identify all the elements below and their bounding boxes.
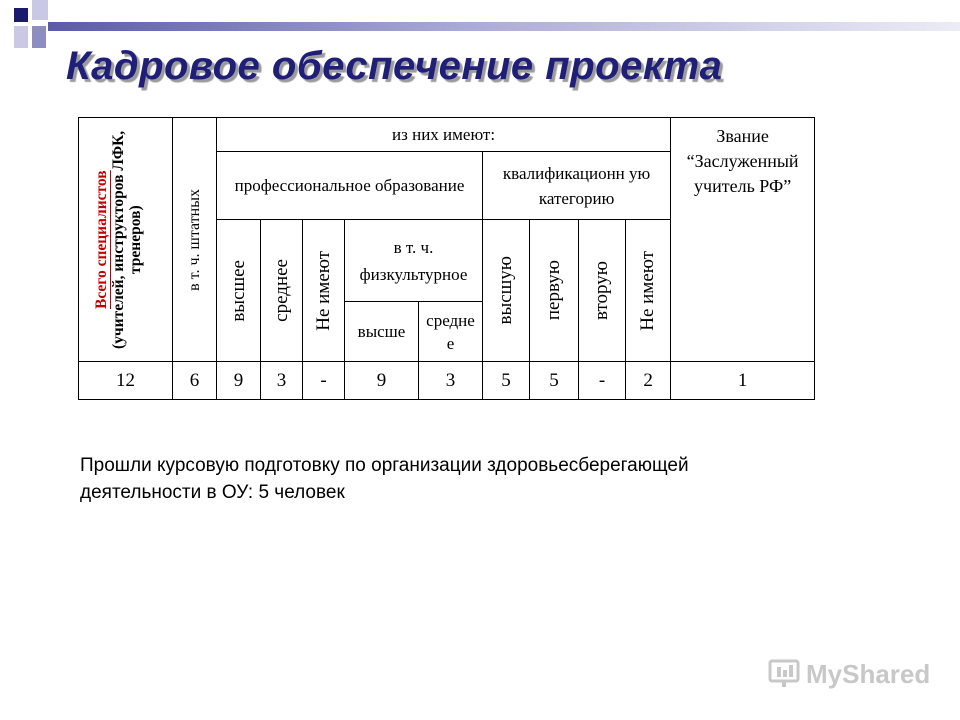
total-specialists-sublabel: (учителей, инструкторов ЛФК, тренеров) xyxy=(109,130,144,349)
header-staff xyxy=(173,118,217,362)
decor-square-mid xyxy=(32,26,46,48)
none-education-label: Не имеют xyxy=(312,250,334,331)
header-none-education xyxy=(303,220,345,362)
header-qualification-category: квалификационн ую категорию xyxy=(483,152,671,220)
course-note: Прошли курсовую подготовку по организации здоровьесберегающей деятельности в ОУ: 5 человек xyxy=(80,455,689,503)
table-cell: 3 xyxy=(261,362,303,400)
header-honored-teacher: Звание “Заслуженный учитель РФ” xyxy=(671,118,815,362)
header-first xyxy=(530,220,579,362)
table-cell: - xyxy=(303,362,345,400)
header-highest xyxy=(483,220,530,362)
logo-text: MyShared xyxy=(806,658,931,689)
table-row xyxy=(79,362,815,400)
table-cell: 5 xyxy=(530,362,579,400)
table-cell: - xyxy=(579,362,626,400)
first-label: первую xyxy=(543,260,564,321)
table-cell: 9 xyxy=(345,362,419,400)
decor-square-light xyxy=(32,0,48,20)
header-pe-secondary: средне е xyxy=(419,302,483,362)
presentation-icon xyxy=(768,659,800,689)
slide-title: Кадровое обеспечение проекта xyxy=(66,44,723,88)
header-total-specialists xyxy=(79,118,173,362)
staff-label: в т. ч. штатных xyxy=(185,188,203,291)
header-second xyxy=(579,220,626,362)
header-none-category xyxy=(626,220,671,362)
table-cell: 2 xyxy=(626,362,671,400)
decor-square-light xyxy=(14,26,28,48)
watermark-logo xyxy=(768,656,930,692)
top-rule xyxy=(48,22,960,31)
table-cell: 3 xyxy=(419,362,483,400)
none-category-label: Не имеют xyxy=(637,250,659,331)
table-cell: 9 xyxy=(217,362,261,400)
highest-label: высшую xyxy=(495,256,516,325)
table-cell: 12 xyxy=(79,362,173,400)
header-higher xyxy=(217,220,261,362)
table-cell: 5 xyxy=(483,362,530,400)
staffing-table xyxy=(78,117,815,400)
header-of-them-have: из них имеют: xyxy=(217,118,671,152)
secondary-label: среднее xyxy=(270,259,292,322)
second-label: вторую xyxy=(591,261,612,320)
table-cell: 6 xyxy=(173,362,217,400)
total-specialists-label: Всего специалистов xyxy=(92,170,110,309)
header-pe-higher: высше xyxy=(345,302,419,362)
header-secondary xyxy=(261,220,303,362)
decor-square-dark xyxy=(14,8,28,22)
header-including-pe: в т. ч. физкультурное xyxy=(345,220,483,302)
table-cell: 1 xyxy=(671,362,815,400)
header-professional-education: профессиональное образование xyxy=(217,152,483,220)
higher-label: высшее xyxy=(227,259,249,322)
